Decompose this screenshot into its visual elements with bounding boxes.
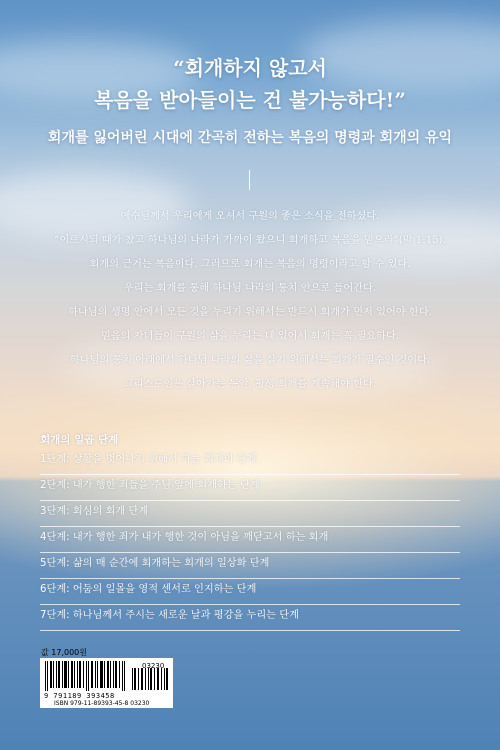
step-item: 7단계: 하나님께서 주시는 새로운 날과 평강을 누리는 단계: [40, 606, 460, 631]
body-line: 예수님께서 우리에게 오셔서 구원의 좋은 소식을 전하셨다.: [120, 211, 380, 222]
price-label: 값 17,000원: [41, 648, 87, 657]
step-item: 4단계: 내가 행한 죄가 내가 행한 것이 아님을 깨닫고서 하는 회개: [40, 528, 460, 553]
isbn-barcode: [40, 658, 173, 708]
barcode-number: 9 791189 393458: [44, 692, 115, 700]
quote-line-1: “회개하지 않고서: [173, 56, 327, 80]
body-line: 그리스도인은 살아가는 동안, 평생 회개를 계속해야 한다.: [123, 379, 377, 390]
step-item: 3단계: 회심의 회개 단계: [40, 502, 460, 527]
step-item: 5단계: 삶의 매 순간에 회개하는 회개의 일상화 단계: [40, 554, 460, 579]
cloud-decoration: [0, 170, 190, 240]
body-line: “이르시되 때가 찼고 하나님의 나라가 가까이 왔으니 회개하고 복음을 믿으라”(막 1:15).: [54, 235, 446, 246]
steps-heading: 회개의 일곱 단계: [40, 434, 119, 446]
body-line: 믿음의 자녀들이 구원의 삶을 누리는 데 있어서 회개는 꼭 필요하다.: [100, 331, 400, 342]
vertical-divider: [249, 170, 250, 190]
body-line: 하나님의 통치 아래에서 하나님 나라의 삶을 살기 위해서는 회개가 필수인 것이다.: [69, 355, 431, 366]
step-item: 6단계: 어둠의 일몰을 영적 센서로 인지하는 단계: [40, 580, 460, 605]
body-line: 하나님의 생명 안에서 모든 것을 누리기 위해서는 반드시 회개가 먼저 있어야 한다.: [68, 307, 432, 318]
body-line: 우리는 회개를 통해 하나님 나라의 통치 안으로 들어간다.: [123, 283, 377, 294]
step-item: 1단계: 상황을 벗어나기 위해서 하는 회개의 단계: [40, 450, 460, 475]
quote-line-2: 복음을 받아들이는 건 불가능하다!”: [94, 88, 406, 112]
isbn-text: ISBN 979-11-89393-45-8 03230: [54, 700, 150, 707]
barcode-addon-number: 03230: [142, 662, 165, 670]
step-item: 2단계: 내가 행한 죄들을 주님 앞에 회개하는 단계: [40, 476, 460, 501]
body-line: 회개의 근거는 복음이다. 그러므로 회개는 복음의 명령이라고 할 수 있다.: [89, 259, 411, 270]
subtitle: 회개를 잃어버린 시대에 간곡히 전하는 복음의 명령과 회개의 유익: [47, 130, 453, 146]
